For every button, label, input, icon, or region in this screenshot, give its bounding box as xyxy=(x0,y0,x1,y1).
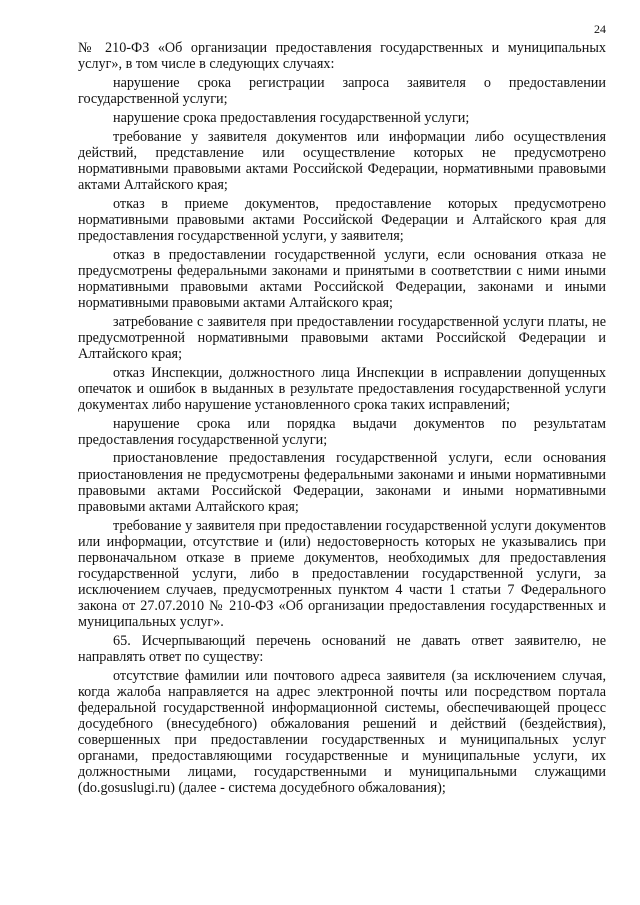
paragraph: затребование с заявителя при предоставлении государственной услуги платы, не предусмотренной нормативными правовыми актами Российской Федерации и Алтайского края; xyxy=(78,313,606,362)
paragraph: отказ Инспекции, должностного лица Инспекции в исправлении допущенных опечаток и ошибок в выданных в результате предоставления государственной услуги документах либо нарушение установленного срока таких исправлений; xyxy=(78,364,606,413)
paragraph: нарушение срока или порядка выдачи документов по результатам предоставления государственной услуги; xyxy=(78,415,606,448)
paragraph: 65. Исчерпывающий перечень оснований не давать ответ заявителю, не направлять ответ по существу: xyxy=(78,632,606,665)
paragraph: нарушение срока регистрации запроса заявителя о предоставлении государственной услуги; xyxy=(78,74,606,107)
document-body xyxy=(78,40,606,799)
paragraph: приостановление предоставления государственной услуги, если основания приостановления не предусмотрены федеральными законами и иными нормативными правовыми актами Российской Федерации, законами и иными нормативными правовыми актами Алтайского края; xyxy=(78,450,606,515)
paragraph: нарушение срока предоставления государственной услуги; xyxy=(113,109,470,126)
paragraph: № 210-ФЗ «Об организации предоставления государственных и муниципальных услуг», в том числе в следующих случаях: xyxy=(78,40,606,73)
paragraph: отказ в предоставлении государственной услуги, если основания отказа не предусмотрены федеральными законами и принятыми в соответствии с ними иными нормативными правовыми актами Российской Федерации, законами и иными нормативными правовыми актами Алтайского края; xyxy=(78,246,606,311)
paragraph: отказ в приеме документов, предоставление которых предусмотрено нормативными правовыми актами Российской Федерации и Алтайского края для предоставления государственной услуги, у заявителя; xyxy=(78,195,606,244)
page-number: 24 xyxy=(594,22,606,36)
paragraph: требование у заявителя при предоставлении государственной услуги документов или информации, отсутствие и (или) недостоверность которых не указывались при первоначальном отказе в приеме документов, необходимых для предоставления государственной услуги, либо в предоставлении государственной услуги, за исключением случаев, предусмотренных пунктом 4 части 1 статьи 7 Федерального закона от 27.07.2010 № 210-ФЗ «Об организации предоставления государственных и муниципальных услуг». xyxy=(78,517,606,631)
paragraph: отсутствие фамилии или почтового адреса заявителя (за исключением случая, когда жалоба направляется на адрес электронной почты или посредством портала федеральной государственной информационной системы, обеспечивающей процесс досудебного (внесудебного) обжалования решений и действий (бездействия), совершенных при предоставлении государственных и муниципальных услуг органами, предоставляющими государственные и муниципальные услуги, их должностными лицами, государственными и муниципальными служащими (do.gosuslugi.ru) (далее - система досудебного обжалования); xyxy=(78,667,606,797)
paragraph: требование у заявителя документов или информации либо осуществления действий, представление или осуществление которых не предусмотрено нормативными правовыми актами Российской Федерации, нормативными правовыми актами Алтайского края; xyxy=(78,128,606,193)
